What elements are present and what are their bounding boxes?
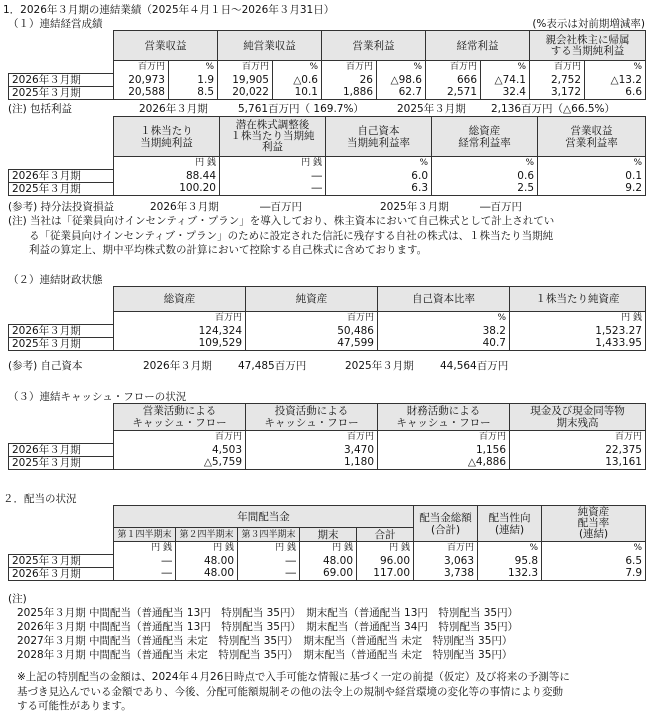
- unit-label: 円 銭: [220, 157, 326, 170]
- table-cell: 20,973: [114, 73, 169, 86]
- unit-label: 円 銭: [176, 542, 238, 555]
- unit-label: %: [481, 61, 530, 74]
- change-rate-note: (%表示は対前期増減率): [532, 18, 645, 30]
- row-label: 2025年３月期: [9, 456, 114, 469]
- unit-label: 円 銭: [510, 312, 646, 325]
- row-label: 2026年３月期: [9, 169, 114, 182]
- table-cell: ―: [220, 169, 326, 182]
- table-cell: 124,324: [114, 324, 246, 337]
- col-header: 総資産 経常利益率: [432, 117, 538, 157]
- row-label: 2025年３月期: [9, 554, 114, 567]
- table-cell: △4,886: [378, 456, 510, 469]
- table-cell: △5,759: [114, 456, 246, 469]
- period-label: 2025年３月期: [397, 103, 466, 115]
- financial-position-table: [8, 286, 646, 351]
- col-header: 純資産 配当率 (連結): [542, 506, 646, 542]
- table-cell: 1,156: [378, 443, 510, 456]
- col-header: 配当金総額 (合計): [414, 506, 478, 542]
- unit-label: 百万円: [530, 61, 585, 74]
- table-cell: 1,886: [322, 86, 377, 99]
- unit-label: 百万円: [218, 61, 273, 74]
- dividend-note: 2025年３月期 中間配当（普通配当 13円 特別配当 35円） 期末配当（普通配当 13円 特別配当 35円）: [17, 607, 519, 619]
- unit-label: 百万円: [246, 312, 378, 325]
- table-cell: 48.00: [300, 554, 357, 567]
- unit-label: 百万円: [322, 61, 377, 74]
- section-title-1a: （１）連結経営成績: [8, 18, 103, 30]
- unit-label: 百万円: [114, 61, 169, 74]
- operating-results-table: [8, 30, 646, 100]
- table-cell: 0.6: [432, 169, 538, 182]
- table-cell: 9.2: [538, 182, 646, 195]
- comprehensive-income-value: 5,761百万円（ 169.7%）: [238, 103, 364, 115]
- special-dividend-footnote: ※上記の特別配当の金額は、2024年４月26日時点で入手可能な情報に基づく一定の前提（仮定）及び将来の予測等に 基づき見込んでいる金額であり、今後、分配可能額規制その他の法令上の規制や経営環境の変化等の事情により変動 する可能性があります。: [17, 671, 570, 712]
- table-cell: △74.1: [481, 73, 530, 86]
- section-title-1c: （３）連結キャッシュ・フローの状況: [8, 391, 187, 403]
- dividend-note: 2026年３月期 中間配当（普通配当 13円 特別配当 35円） 期末配当（普通配当 34円 特別配当 35円）: [17, 621, 519, 633]
- table-cell: 6.0: [326, 169, 432, 182]
- row-label: 2026年３月期: [9, 324, 114, 337]
- col-header: 投資活動による キャッシュ・フロー: [246, 404, 378, 431]
- unit-label: %: [585, 61, 646, 74]
- annual-dividend-header: 年間配当金: [114, 506, 414, 528]
- table-cell: 1,523.27: [510, 324, 646, 337]
- col-header: 純資産: [246, 287, 378, 312]
- table-cell: 100.20: [114, 182, 220, 195]
- table-cell: 95.8: [478, 554, 542, 567]
- row-label: 2026年３月期: [9, 443, 114, 456]
- dividend-table: [8, 505, 646, 581]
- table-cell: 666: [426, 73, 481, 86]
- unit-label: 円 銭: [300, 542, 357, 555]
- table-cell: 3,172: [530, 86, 585, 99]
- table-cell: ―: [238, 567, 300, 580]
- unit-label: %: [273, 61, 322, 74]
- table-cell: 109,529: [114, 337, 246, 350]
- sub-header: 第２四半期末: [176, 528, 238, 542]
- period-label: 2026年３月期: [139, 103, 208, 115]
- unit-label: 円 銭: [357, 542, 414, 555]
- table-cell: ―: [114, 554, 176, 567]
- table-cell: 6.3: [326, 182, 432, 195]
- sub-header: 第１四半期末: [114, 528, 176, 542]
- table-cell: 26: [322, 73, 377, 86]
- table-cell: 0.1: [538, 169, 646, 182]
- per-share-table: [8, 116, 646, 196]
- section-title-1: 1．2026年３月期の連結業績（2025年４月１日～2026年３月31日）: [3, 4, 335, 16]
- table-cell: 2.5: [432, 182, 538, 195]
- col-header: 潜在株式調整後 １株当たり当期純 利益: [220, 117, 326, 157]
- unit-label: %: [538, 157, 646, 170]
- table-cell: 20,588: [114, 86, 169, 99]
- table-cell: 3,063: [414, 554, 478, 567]
- unit-label: 百万円: [510, 431, 646, 444]
- table-cell: 48.00: [176, 567, 238, 580]
- comprehensive-income-label: (注) 包括利益: [8, 103, 73, 115]
- table-cell: 96.00: [357, 554, 414, 567]
- section-title-1b: （２）連結財政状態: [8, 274, 103, 286]
- unit-label: 円 銭: [114, 542, 176, 555]
- equity-method-label: (参考) 持分法投資損益: [8, 201, 115, 213]
- col-header: 純営業収益: [218, 31, 322, 61]
- row-label: 2025年３月期: [9, 182, 114, 195]
- unit-label: %: [326, 157, 432, 170]
- table-cell: △13.2: [585, 73, 646, 86]
- row-label: 2026年３月期: [9, 73, 114, 86]
- table-cell: 8.5: [169, 86, 218, 99]
- col-header: １株当たり 当期純利益: [114, 117, 220, 157]
- period-label: 2026年３月期: [150, 201, 219, 213]
- unit-label: 百万円: [378, 431, 510, 444]
- col-header: 配当性向 (連結): [478, 506, 542, 542]
- table-cell: 32.4: [481, 86, 530, 99]
- sub-header: 期末: [300, 528, 357, 542]
- col-header: 営業活動による キャッシュ・フロー: [114, 404, 246, 431]
- table-cell: 88.44: [114, 169, 220, 182]
- row-label: 2026年３月期: [9, 567, 114, 580]
- table-cell: △0.6: [273, 73, 322, 86]
- unit-label: 百万円: [426, 61, 481, 74]
- table-cell: ―: [220, 182, 326, 195]
- table-cell: 1,180: [246, 456, 378, 469]
- table-cell: ―: [238, 554, 300, 567]
- unit-label: %: [377, 61, 426, 74]
- equity-method-value: ―百万円: [260, 201, 302, 213]
- table-cell: 6.6: [585, 86, 646, 99]
- col-header: 親会社株主に帰属 する当期純利益: [530, 31, 646, 61]
- table-cell: 69.00: [300, 567, 357, 580]
- own-capital-value: 44,564百万円: [440, 360, 509, 372]
- table-cell: 2,752: [530, 73, 585, 86]
- dividend-note-label: (注): [8, 593, 27, 605]
- col-header: 営業収益 営業利益率: [538, 117, 646, 157]
- period-label: 2025年３月期: [380, 201, 449, 213]
- comprehensive-income-value: 2,136百万円（△66.5%）: [491, 103, 615, 115]
- row-label: 2025年３月期: [9, 86, 114, 99]
- table-cell: 132.3: [478, 567, 542, 580]
- table-cell: 38.2: [378, 324, 510, 337]
- own-capital-value: 47,485百万円: [238, 360, 307, 372]
- period-label: 2025年３月期: [345, 360, 414, 372]
- own-capital-label: (参考) 自己資本: [8, 360, 83, 372]
- table-cell: 1.9: [169, 73, 218, 86]
- col-header: 自己資本 当期純利益率: [326, 117, 432, 157]
- table-cell: 20,022: [218, 86, 273, 99]
- table-cell: 22,375: [510, 443, 646, 456]
- table-cell: 7.9: [542, 567, 646, 580]
- col-header: 総資産: [114, 287, 246, 312]
- unit-label: 百万円: [114, 431, 246, 444]
- unit-label: 百万円: [246, 431, 378, 444]
- unit-label: %: [432, 157, 538, 170]
- col-header: １株当たり純資産: [510, 287, 646, 312]
- table-cell: 62.7: [377, 86, 426, 99]
- table-cell: 6.5: [542, 554, 646, 567]
- col-header: 自己資本比率: [378, 287, 510, 312]
- col-header: 経常利益: [426, 31, 530, 61]
- unit-label: %: [378, 312, 510, 325]
- equity-method-value: ―百万円: [480, 201, 522, 213]
- table-cell: 40.7: [378, 337, 510, 350]
- unit-label: 円 銭: [114, 157, 220, 170]
- unit-label: %: [478, 542, 542, 555]
- table-cell: 3,738: [414, 567, 478, 580]
- table-cell: 47,599: [246, 337, 378, 350]
- table-cell: 1,433.95: [510, 337, 646, 350]
- cash-flow-table: [8, 403, 646, 470]
- table-cell: 4,503: [114, 443, 246, 456]
- table-cell: 13,161: [510, 456, 646, 469]
- eps-note: (注) 当社は「従業員向けインセンティブ・プラン」を導入しており、株主資本において自己株式として計上されてい る「従業員向けインセンティブ・プラン」のために設定された信託に残存する自社の株式は、１株当たり当期純 利益の算定上、期中平均株式数の計算において控除する自己株式に含めております。: [8, 215, 555, 256]
- col-header: 現金及び現金同等物 期末残高: [510, 404, 646, 431]
- section-title-2: ２．配当の状況: [3, 493, 77, 505]
- table-cell: 3,470: [246, 443, 378, 456]
- unit-label: 百万円: [414, 542, 478, 555]
- dividend-note: 2028年３月期 中間配当（普通配当 未定 特別配当 35円） 期末配当（普通配当 未定 特別配当 35円）: [17, 649, 513, 661]
- table-cell: 117.00: [357, 567, 414, 580]
- table-cell: 2,571: [426, 86, 481, 99]
- dividend-note: 2027年３月期 中間配当（普通配当 未定 特別配当 35円） 期末配当（普通配当 未定 特別配当 35円）: [17, 635, 513, 647]
- period-label: 2026年３月期: [143, 360, 212, 372]
- table-cell: 50,486: [246, 324, 378, 337]
- table-cell: 10.1: [273, 86, 322, 99]
- unit-label: %: [169, 61, 218, 74]
- row-label: 2025年３月期: [9, 337, 114, 350]
- table-cell: ―: [114, 567, 176, 580]
- sub-header: 第３四半期末: [238, 528, 300, 542]
- col-header: 営業収益: [114, 31, 218, 61]
- unit-label: 百万円: [114, 312, 246, 325]
- table-cell: 19,905: [218, 73, 273, 86]
- unit-label: %: [542, 542, 646, 555]
- col-header: 財務活動による キャッシュ・フロー: [378, 404, 510, 431]
- table-cell: △98.6: [377, 73, 426, 86]
- table-cell: 48.00: [176, 554, 238, 567]
- unit-label: 円 銭: [238, 542, 300, 555]
- sub-header: 合計: [357, 528, 414, 542]
- col-header: 営業利益: [322, 31, 426, 61]
